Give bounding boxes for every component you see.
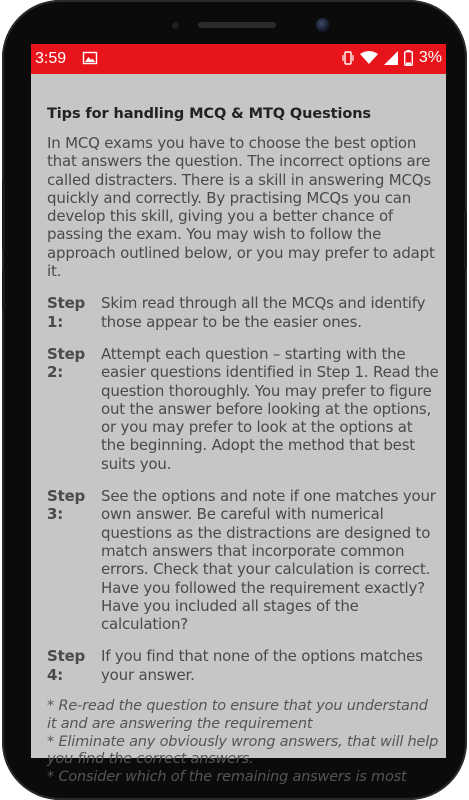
proximity-sensor: [172, 22, 179, 29]
step-label: Step 4:: [47, 647, 86, 684]
tips-content: [47, 106, 439, 787]
step-text: If you find that none of the options matches your answer.: [101, 647, 423, 684]
step-text: See the options and note if one matches your own answer. Be careful with numerical questions as the distractions are designed to match answers that incorporate common errors. Check that your calculation is correct. Have you followed the requirement exactly? Have you included all stages of the calculation?: [101, 487, 436, 634]
front-camera: [316, 18, 330, 32]
vibrate-icon: [342, 51, 354, 65]
step-text: Attempt each question – starting with the easier questions identified in Step 1. Read the question thoroughly. You may prefer to figure out the answer before looking at the options, or you may prefer to look at the options at the beginning. Adopt the method that best suits you.: [101, 344, 439, 473]
status-time: 3:59: [35, 50, 67, 67]
step-label: Step 3:: [47, 487, 86, 524]
signal-icon: [384, 51, 398, 65]
phone-frame: [2, 0, 467, 800]
step-label: Step 1:: [47, 294, 86, 331]
battery-percent: 3%: [418, 49, 442, 66]
step-text: Skim read through all the MCQs and identify those appear to be the easier ones.: [101, 294, 426, 331]
step-3: [47, 487, 439, 633]
step-2: [47, 345, 439, 473]
wifi-icon: [360, 51, 378, 65]
note-consider: * Consider which of the remaining answers is most: [47, 769, 407, 786]
earpiece-speaker: [198, 22, 276, 28]
bixby-button: [2, 270, 5, 310]
screen: [31, 44, 446, 786]
status-bar: [31, 44, 446, 74]
note-eliminate: * Eliminate any obviously wrong answers, that will help you find the correct answers.: [47, 733, 439, 768]
power-button: [464, 210, 467, 270]
note-reread: * Re-read the question to ensure that you understand it and are answering the requirement: [47, 698, 428, 732]
intro-paragraph: In MCQ exams you have to choose the best option that answers the question. The incorrect options are called distracters. There is a skill in answering MCQs quickly and correctly. By practising MCQs you can develop this skill, giving you a better chance of passing the exam. You may wish to follow the approach outlined below, or you may prefer to adapt it.: [47, 134, 435, 281]
battery-icon: [404, 50, 413, 66]
image-notification-icon: [83, 52, 97, 64]
status-right-group: [342, 49, 442, 67]
step-4: [47, 647, 439, 684]
step-label: Step 2:: [47, 344, 86, 382]
page-title: Tips for handling MCQ & MTQ Questions: [47, 106, 371, 122]
volume-button: [2, 180, 5, 250]
step-1: [47, 294, 439, 331]
